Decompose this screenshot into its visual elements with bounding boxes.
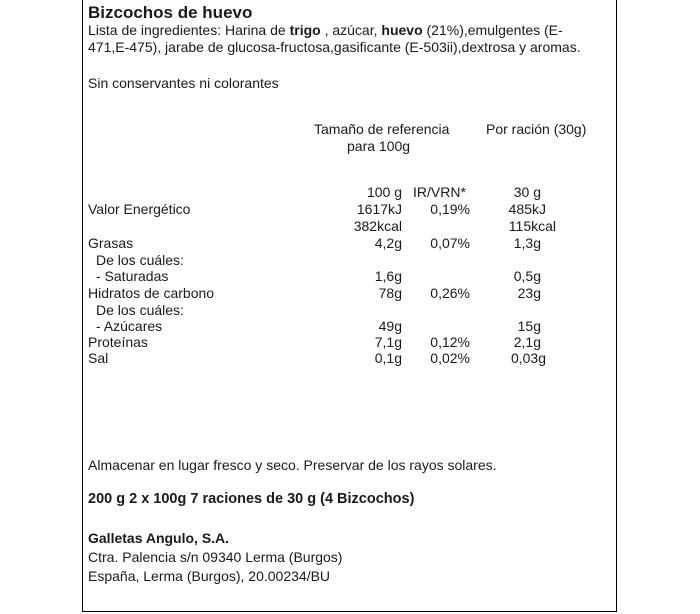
row-value-ir: 0,07% — [430, 235, 470, 251]
row-value-30g: 15g — [517, 318, 541, 334]
ingredients-part: , azúcar, — [320, 22, 382, 38]
company-location: España, Lerma (Burgos), 20.00234/BU — [88, 568, 331, 584]
row-value-30g: 0,5g — [513, 268, 541, 284]
row-value-30g: 23g — [517, 285, 541, 301]
col-100g-header: 100 g — [366, 184, 402, 200]
row-value-100g: 0,1g — [374, 350, 402, 366]
ingredients-part: Lista de ingredientes: Harina de — [88, 22, 290, 38]
row-value-ir: 0,19% — [430, 201, 470, 217]
row-value-30g: 2,1g — [513, 334, 541, 350]
row-value-100g: 1,6g — [374, 268, 402, 284]
col-30g-header: 30 g — [513, 184, 541, 200]
row-label: - Azúcares — [96, 318, 163, 334]
row-label: Sal — [88, 350, 109, 366]
row-label: Grasas — [88, 235, 134, 251]
col-irvrn-header: IR/VRN* — [413, 184, 466, 200]
row-value-ir: 0,12% — [430, 334, 470, 350]
row-value-30g: 115kcal — [508, 218, 556, 234]
company-name: Galletas Angulo, S.A. — [88, 530, 230, 546]
row-value-ir: 0,26% — [430, 285, 470, 301]
row-value-100g: 7,1g — [374, 334, 402, 350]
header-portion: Por ración (30g) — [486, 121, 587, 137]
row-label: Hidratos de carbono — [88, 285, 215, 301]
allergen-huevo: huevo — [381, 22, 423, 38]
row-label: Proteínas — [88, 334, 148, 350]
header-reference-sub: para 100g — [347, 138, 411, 154]
row-value-100g: 78g — [378, 285, 402, 301]
net-weight: 200 g 2 x 100g 7 raciones de 30 g (4 Bizcochos) — [88, 491, 415, 507]
row-value-30g: 0,03g — [510, 350, 546, 366]
row-value-100g: 382kcal — [353, 218, 402, 234]
row-label: Valor Energético — [88, 201, 191, 217]
header-reference: Tamaño de referencia — [314, 121, 450, 137]
company-address: Ctra. Palencia s/n 09340 Lerma (Burgos) — [88, 549, 343, 565]
ingredients-part: (21%),emulgentes (E-471,E-475), jarabe de glucosa-fructosa,gasificante (E-503ii),dextrosa y aromas. — [88, 22, 581, 55]
row-sublabel: De los cuáles: — [96, 302, 184, 318]
row-sublabel: De los cuáles: — [96, 252, 184, 268]
row-value-ir: 0,02% — [430, 350, 470, 366]
no-preservatives-note: Sin conservantes ni colorantes — [88, 75, 279, 91]
row-value-100g: 49g — [378, 318, 402, 334]
product-title: Bizcochos de huevo — [88, 3, 253, 22]
row-value-100g: 1617kJ — [356, 201, 402, 217]
ingredients-list — [88, 22, 588, 56]
row-value-30g: 485kJ — [508, 201, 546, 217]
row-label: - Saturadas — [96, 268, 169, 284]
row-value-100g: 4,2g — [374, 235, 402, 251]
storage-instructions: Almacenar en lugar fresco y seco. Preservar de los rayos solares. — [88, 457, 497, 473]
row-value-30g: 1,3g — [513, 235, 541, 251]
allergen-trigo: trigo — [289, 22, 321, 38]
